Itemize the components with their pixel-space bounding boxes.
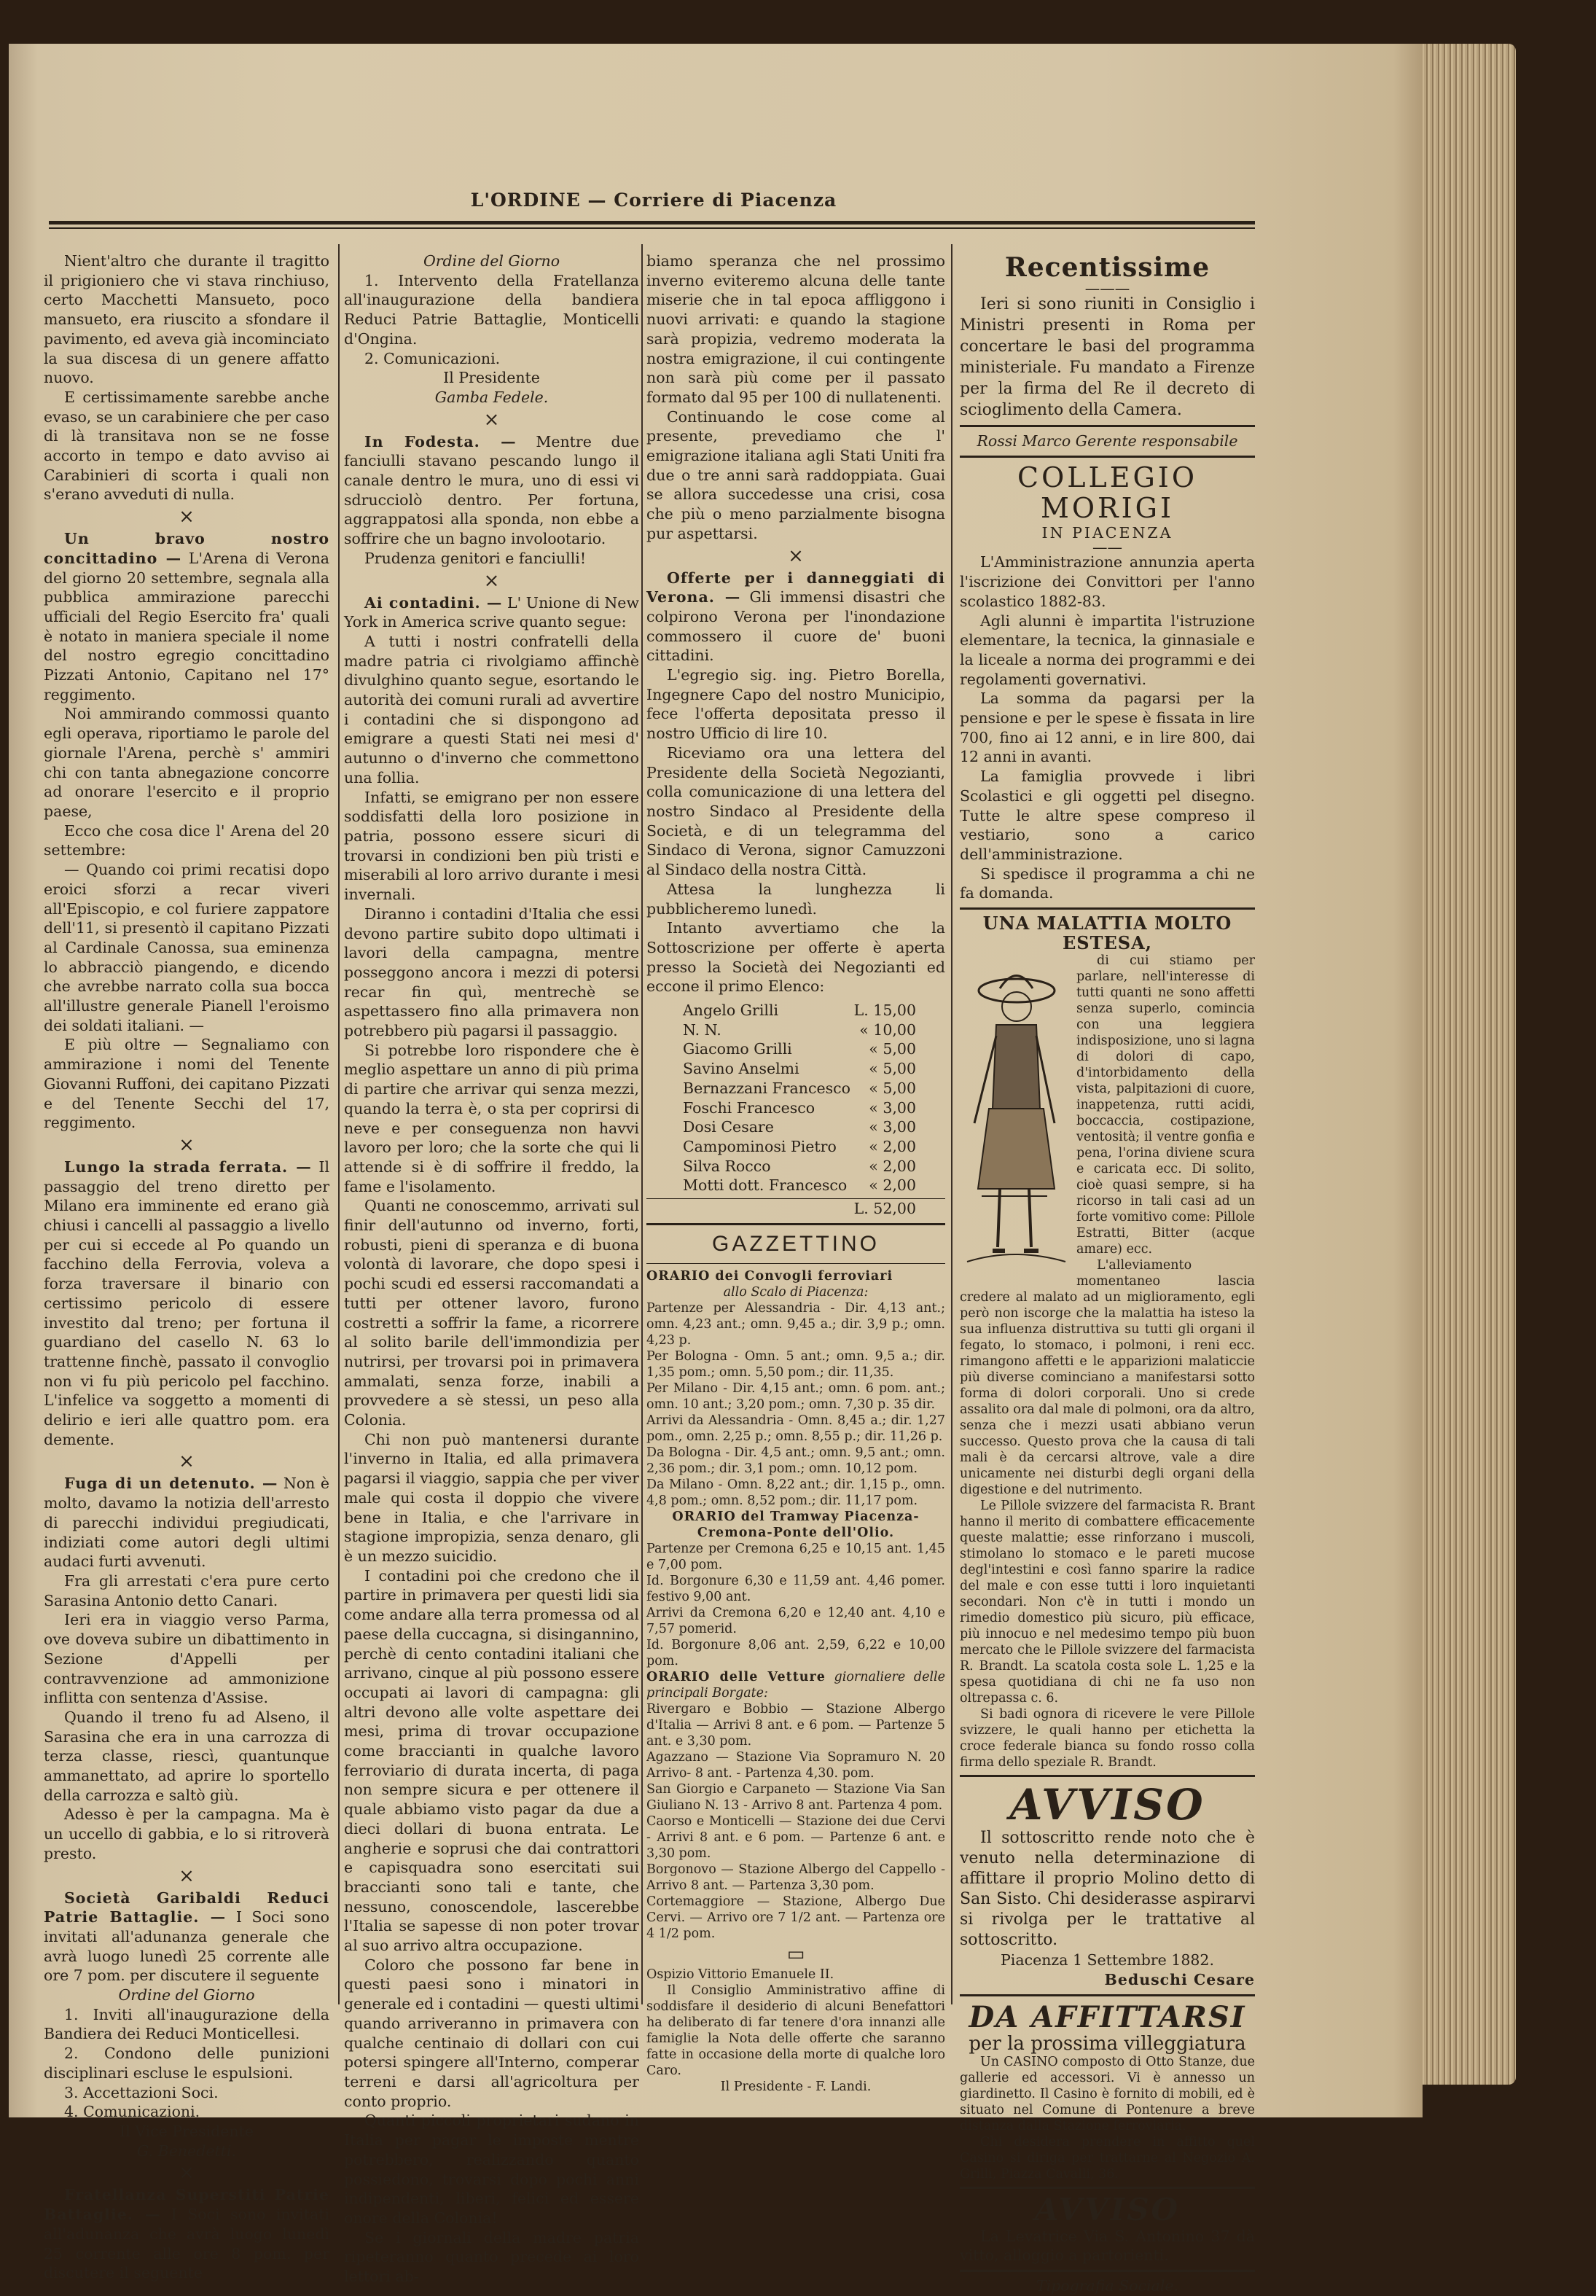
header-rule-thin — [49, 227, 1255, 229]
column-rule — [338, 244, 340, 2004]
paragraph: L'Amministrazione annunzia aperta l'iscrizione dei Convittori per l'anno scolastico 1882-83. — [960, 553, 1255, 610]
paragraph: Agli alunni è impartita l'istruzione elementare, la tecnica, la ginnasiale e la liceale a norma dei programmi e dei regolamenti governativi. — [960, 612, 1255, 688]
article-title: Un bravo nostro concittadino — — [44, 530, 329, 567]
affittarsi-subtitle: per la prossima villeggiatura — [969, 2032, 1246, 2055]
separator-cross: × — [179, 1864, 195, 1887]
section-rule — [960, 425, 1255, 427]
article-title: Fratellanza Superstiti Patrie Battaglie. — — [44, 2186, 329, 2224]
date-line: Piacenza 1 Settembre 1882. — [1001, 1951, 1214, 1969]
separator-cross: × — [483, 408, 500, 431]
column-3 — [646, 251, 945, 2095]
affittarsi-title: DA AFFITTARSI — [969, 1999, 1246, 2034]
paragraph: Si spedisce il programma a chi ne fa domanda. — [960, 864, 1255, 902]
paragraph: Noi ammirando commossi quanto egli operava, riportiamo le parole del giornale l'Arena, perchè s' ammiri chi con tanta abnegazione concorre ad onorare l'esercito e il proprio paese, — [44, 705, 329, 820]
donor-list — [646, 1001, 945, 1219]
paragraph: L'Arena di Verona del giorno 20 settembre, segnala alla pubblica ammirazione parecchi ufficiali del Regio Esercito fra' quali è notato in maniera speciale il nome del nostro egregio concittadino Pizzati Antonio, Capitano nel 17° reggimento. — [44, 549, 329, 703]
article-title: Lungo la strada ferrata. — — [64, 1157, 312, 1176]
article-title: Fuga di un detenuto. — — [64, 1475, 278, 1493]
donor-row: Campominosi Pietro « 2,00 — [683, 1137, 916, 1155]
section-rule — [960, 2187, 1255, 2189]
paragraph: Gli immensi disastri che colpirono Verona per l'inondazione commossero il cuore de' buoni cittadini. — [646, 588, 945, 665]
article-title: Offerte per i danneggiati di Verona. — — [646, 569, 945, 606]
paragraph: Il passaggio del treno diretto per Milano era imminente ed erano già chiusi i cancelli al passaggio a livello per cui si eccede al Po quando un facchino della Ferrovia, voleva a forza traversare il binario con certissimo pericolo di essere investito dal treno; per fortuna il guardiano del casello N. 63 lo trattenne finchè, passato il convoglio non vi fu più pericolo pel facchino. L'infelice va soggetto a momenti di delirio e ieri alle quattro pom. era demente. — [44, 1157, 329, 1448]
paragraph: Il sottoscritto rende noto che è venuto nella determinazione di affittare il proprio Molino detto di San Sisto. Chi desiderasse aspirarvi si rivolga per le trattative al sottoscritto. — [960, 1829, 1255, 1950]
separator-cross: × — [483, 569, 500, 592]
paragraph: E più oltre — Segnaliamo con ammirazione i nomi del Tenente Giovanni Ruffoni, dei capitano Pizzati e del Tenente Secchi del 17, reggimento. — [44, 1036, 329, 1132]
paragraph: I contadini poi che credono che il partire in primavera per questi lidi sia come andare alla terra promessa od al paese della cuccagna, si disingannino, perchè di cento contadini italiani che arrivano, cinque al più possono essere occupati ai lavori di campagna: gli altri devono alle volte aspettare dei mesi, prima di trovar occupazione come braccianti in qualche lavoro ferroviario di durata incerta, di paga non sempre sicura e per ottenere il quale abbiamo visto pagar da due a dieci dollari di buona entrata. Le angherie e soprusi che dai contrattori e capisquadra sono esercitati sui braccianti sono tali e tante, che nessuno, conoscendole, lascerebbe l'Italia se sapesse di non poter trovar al suo arrivo altra occupazione. — [344, 1566, 639, 1955]
donor-total: L. 52,00 — [646, 1198, 945, 1219]
paragraph: A tutti i nostri confratelli della madre patria ci rivolgiamo affinchè divulghino quanto segue, esortando le autorità dei comuni rurali ad avvertire i contadini che si dispongono ad emigrare a questi Stati nei mesi d' autunno o d'inverno che commettono una follia. — [344, 632, 639, 786]
column-1 — [44, 251, 329, 2283]
column-rule — [641, 244, 643, 2004]
paragraph: Mentre due fanciulli stavano pescando lungo il canale dentro le mura, uno di essi vi sdrucciolò dentro. Per fortuna, aggrappatosi alla sponda, non ebbe a soffrire che un bagno involootario. — [344, 432, 639, 548]
paragraph: L'egregio sig. ing. Pietro Borella, Ingegnere Capo del nostro Municipio, fece l'offerta depositata presso il nostro Ufficio di lire 10. — [646, 666, 945, 743]
paragraph: Riceviamo ora una lettera del Presidente della Società Negozianti, colla comunicazione di una lettera del nostro Sindaco al Presidente della Società, e di un telegramma del Sindaco di Verona, signor Camuzzoni al Sindaco della nostra Città. — [646, 743, 945, 879]
section-rule — [960, 2270, 1255, 2272]
paragraph: Prudenza genitori e fanciulli! — [364, 549, 587, 567]
page-header: L'ORDINE — Corriere di Piacenza — [470, 190, 837, 211]
section-rule — [960, 456, 1255, 458]
article-title: Società Garibaldi Reduci Patrie Battaglie. — — [44, 1889, 329, 1926]
affittarsi-ad: Un CASINO composto di Otto Stanze, due gallerie ed accessori. Vi è annesso un giardinetto. Il Casino è fornito di mobili, ed è situato nel Comune di Pontenure a breve distanza dalla Stazione ferroviaria. Chi desidera prendere in affitto quel Casino si diriga per trattarne al Negozio A. Grilli, Piazza Cavalli, 36. — [960, 2054, 1255, 2182]
gazzettino-title: GAZZETTINO — [712, 1231, 880, 1256]
paragraph: Quanti piccoli proprietari sudano in Italia per pagar le imposte mentre potrebbero, realizzando quanto possiedono, trovarsi dopo pochi anni indipendenti, liberi, felici ed essere onore della Colonia! — [344, 2112, 639, 2227]
donor-row: Bernazzani Francesco « 5,00 — [683, 1079, 916, 1097]
section-rule — [646, 1223, 945, 1225]
newspaper-page — [9, 44, 1423, 2295]
donor-row: Savino Anselmi « 5,00 — [683, 1060, 916, 1078]
paragraph: Ecco che cosa dice l' Arena del 20 settembre: — [44, 821, 329, 859]
avviso-title: AVVISO — [1009, 1780, 1205, 1830]
donor-row: N. N. « 10,00 — [683, 1020, 916, 1039]
paragraph: Intanto avvertiamo che la Sottoscrizione per offerte è aperta presso la Società dei Negozianti ed eccone il primo Elenco: — [646, 919, 945, 996]
title-dash: ——— — [1084, 280, 1130, 297]
paragraph: I Soci sono invitati all'adunanza generale che avrà luogo lunedì 25 corrente alle ore 7 pom. per discutere il seguente — [44, 1908, 329, 1985]
collegio-subtitle: IN PIACENZA — [1041, 523, 1173, 542]
signature-role: Il Vice Presidente — [120, 2122, 254, 2140]
agenda-item: 2. Comunicazioni. — [364, 349, 501, 367]
signature-name: Beduschi Cesare — [1104, 1971, 1255, 1989]
separator-cross: × — [179, 2162, 195, 2184]
paragraph: La famiglia provvede i libri Scolastici e gli oggetti pel disegno. Tutte le altre spese compreso il vestiario, sono a carico dell'amministrazione. — [960, 768, 1255, 863]
ad-title: UNA MALATTIA MOLTO ESTESA, — [982, 913, 1232, 953]
collegio-title: COLLEGIO MORIGI — [1017, 461, 1197, 524]
separator-cross: × — [179, 1133, 195, 1156]
agenda-item: 4. Comunicazioni. — [64, 2103, 200, 2121]
train-timetable: ORARIO dei Convogli ferroviari allo Scalo di Piacenza: Partenze per Alessandria - Dir. 4,13 ant.; omn. 4,23 ant.; omn. 9,45 a.; dir. 3,9 p.; omn. 4,23 p. Per Bologna - Omn. 5 ant.; omn. 9,5 a.; dir. 1,35 pom.; omn. 5,50 pom.; dir. 11,35. Per Milano - Dir. 4,15 ant.; omn. 6 pom. ant.; omn. 10 ant.; 3,20 pom.; omn. 7,30 p. 35 dir. Arrivi da Alessandria - Omn. 8,45 a.; dir. 1,27 pom., omn. 2,25 p.; omn. 8,55 p.; dir. 11,26 p. Da Bologna - Dir. 4,5 ant.; omn. 9,5 ant.; omn. 2,36 pom.; dir. 3,1 pom.; omn. 10,12 pom. Da Milano - Omn. 8,22 ant.; dir. 1,15 p., omn. 4,8 pom.; omn. 8,52 pom.; dir. 11,17 pom. ORARIO del Tramway Piacenza-Cremona-Ponte dell'Olio. Partenze per Cremona 6,25 e 10,15 ant. 1,45 e 7,00 pom. Id. Borgonure 6,30 e 11,59 ant. 4,46 pomer. festivo 9,00 ant. Arrivi da Cremona 6,20 e 12,40 ant. 4,10 e 7,57 pomerid. Id. Borgonure 8,06 ant. 2,59, 6,22 e 10,00 pom. ORARIO delle Vetture giornaliere delle principali Borgate: Rivergaro e Bobbio — Stazione Albergo d'Italia — Arrivi 8 ant. e 6 pom. — Partenze 5 ant. e 3,30 pom. Agazzano — Stazione Via Sopramuro N. 20 Arrivo- 8 ant. - Partenza 4,30. pom. San Giorgio e Carpaneto — Stazione Via San Giuliano N. 13 - Arrivo 8 ant. Partenza 4 pom. Caorso e Monticelli — Stazione dei due Cervi - Arrivi 8 ant. e 6 pom. — Partenze 6 ant. e 3,30 pom. Borgonovo — Stazione Albergo del Cappello - Arrivo 8 ant. — Partenza 3,30 pom. Cortemaggiore — Stazione, Albergo Due Cervi. — Arrivo ore 7 1/2 ant. — Partenza ore 4 1/2 pom. — [646, 1268, 945, 1941]
signature-role: Il Presidente — [443, 369, 540, 387]
donor-row: Silva Rocco « 2,00 — [683, 1157, 916, 1175]
section-rule — [960, 1775, 1255, 1777]
ospizio-notice: Ospizio Vittorio Emanuele II. Il Consiglio Amministrativo affine di soddisfare il desiderio di alcuni Benefattori ha deliberato di far tenere d'ora innanzi alle famiglie la Nota delle offerte che saranno fatte in occasione della morte di qualche loro Caro. Il Presidente - F. Landi. — [646, 1967, 945, 2094]
paragraph: La Levatrice Via S. Antonino 37 dà vitto, alloggio a partorienti. — [960, 2227, 1255, 2265]
section-rule — [960, 1994, 1255, 1996]
column-rule — [951, 244, 952, 2004]
paragraph: Infatti, se emigrano per non essere soddisfatti della loro posizione in patria, possono essere sicuri di trovarsi in condizioni ben più tristi e miserabili al loro arrivo durante i mesi invernali. — [344, 788, 639, 904]
paragraph: Non è molto, davamo la notizia dell'arresto di parecchi individui pregiudicati, indiziati come autori degli ultimi audaci furti avvenuti. — [44, 1475, 329, 1571]
paragraph: Fra gli arrestati c'era pure certo Sarasina Antonio detto Canari. — [44, 1572, 329, 1609]
section-rule — [960, 907, 1255, 910]
article-title: In Fodesta. — — [364, 432, 517, 450]
column-4 — [960, 251, 1255, 2296]
paragraph: — Quando coi primi recatisi dopo eroici sforzi a recar viveri all'Episcopio, e col furiere zappatore dell'11, si presentò il capitano Pizzati al Cardinale Canossa, sua eminenza lo abbracciò piangendo, e dicendo che avrebbe narrato colla sua bocca all'illustre generale Pianell l'eroismo dei soldati italiani. — — [44, 861, 329, 1034]
column-2 — [344, 251, 639, 2287]
agenda-item: 1. Intervento della Fratellanza all'inaugurazione della bandiera Reduci Patrie Battaglie, Monticelli d'Ongina. — [344, 271, 639, 348]
paragraph: Diranno i contadini d'Italia che essi devono partire subito dopo ultimati i lavori della campagna, mentre posseggono ancora i mezzi di potersi recar fin quì, mentrechè se aspettassero fino alla primavera non potrebbero più pagarsi il passaggio. — [344, 905, 639, 1040]
paragraph: Ieri si sono riuniti in Consiglio i Ministri presenti in Roma per concertare le basi del programma ministeriale. Fu mandato a Firenze per la firma del Re il decreto di scioglimento della Camera. — [960, 295, 1255, 419]
paragraph: Continuando le cose come al presente, prevediamo che l' emigrazione italiana agli Stati Uniti fra due o tre anni sarà raddoppiata. Guai se allora succedesse una crisi, cosa che più o meno parzialmente bisogna pur aspettarsi. — [646, 407, 945, 542]
signature-name: Gamba Fedele. — [434, 388, 549, 406]
paragraph: Si potrebbe loro rispondere che è meglio aspettare un anno di più prima di partire che arrivar qui senza mezzi, quando la terra è, o sta per coprirsi di neve e per conseguenza non havvi lavoro per loro; che la sorte che qui li attende si è di soffrire il freddo, la fame e l'isolamento. — [344, 1041, 639, 1195]
pills-ad: di cui stiamo per parlare, nell'interesse di tutti quanti ne sono affetti senza superlo, comincia con una leggiera indisposizione, uno si lagna di dolori di capo, d'intorbidamento della vista, palpitazioni di cuore, inappetenza, rutti acidi, boccaccia, costipazione, ventosità; il ventre gonfia e pena, l'orina diviene scura e caricata ecc. Di solito, cioè quasi sempre, si ha ricorso in tali casi ad un forte vomitivo come: Pillole Estratti, Bitter (acque amare) ecc. L'alleviamento momentaneo lascia credere al malato ad un miglioramento, egli però non iscorge che la malattia ha isteso la sua influenza distruttiva su tutti gli organi il fegato, lo stomaco, i polmoni, i reni ecc. rimangono affetti e le apparizioni malaticcie più diverse cominciano a manifestarsi sotto forma di dolori corporali. Uno si crede assalito ora dal male di polmoni, ora da altro, senza che i mezzi usati abbiano verun successo. Questo prova che la causa di tali mali è da cercarsi altrove, vale a dire unicamente nei disturbi degli organi della digestione e del nutrimento. Le Pillole svizzere del farmacista R. Brant hanno il merito di combattere efficacemente queste malattie; esse rinforzano i muscoli, stimolano lo stomaco e le pareti mucose degl'intestini e così fanno sparire la radice del male e con esse tutti i loro inquietanti secondari. Non c'è in tutti i mondo un rimedio domestico più sicuro, più efficace, più innocuo e nel medesimo tempo più buon mercato che le Pillole svizzere del farmacista R. Brandt. La scatola costa sole L. 1,25 e la spesa quotidiana di chi ne fa uso non oltrepassa c. 6. Si badi ognora di ricevere le vere Pillole svizzere, le quali hanno per etichetta la croce federale bianca su fondo rosso colla firma dello speziale R. Brandt. — [960, 953, 1255, 1770]
donor-row: Motti dott. Francesco « 2,00 — [683, 1176, 916, 1195]
article-title: Ai contadini. — — [364, 593, 503, 612]
donor-row: Foschi Francesco « 3,00 — [683, 1098, 916, 1117]
paragraph: Nient'altro che durante il tragitto il prigioniero che vi stava rinchiuso, certo Macchetti Mansueto, poco mansueto, era riuscito a sfondare il pavimento, ed aveva già incominciato la sua discesa di un genere affatto nuovo. — [44, 252, 329, 387]
paragraph: Adesso è per la campagna. Ma è un uccello di gabbia, e lo si ritroverà presto. — [44, 1805, 329, 1862]
separator-cross: × — [788, 544, 804, 567]
paragraph: Coloro che possono far bene in questi paesi sono i minatori in generale ed i contadini — questi ultimi quando arriveranno in primavera con qualche centinaio di dollari con cui potersi spingere all'Interno, comperar terreni e darsi all'agricoltura per conto proprio. — [344, 1956, 639, 2110]
paragraph: L' Unione di New York in America scrive quanto segue: — [344, 593, 639, 631]
separator-cross: × — [179, 506, 195, 528]
agenda-item: 1. Inviti all'inaugurazione della Bandiera dei Reduci Monticellesi. — [44, 2005, 329, 2043]
separator-ornament: ▭ — [786, 1942, 805, 1965]
agenda-title: Ordine del Giorno — [118, 1986, 255, 2004]
paragraph: Se i giornali della madre patria ripeteranno quanto precede ai loro lettori ab- — [344, 2228, 639, 2286]
girl-illustration — [960, 956, 1069, 1276]
avviso-title: AVVISO — [1034, 2191, 1181, 2227]
agenda-title: Ordine del Giorno — [423, 252, 560, 270]
paragraph: Chi non può mantenersi durante l'inverno in Italia, ed alla primavera pagarsi il viaggio, sappia che per viver male qui costa il doppio che vivere bene in Italia, e che l'arrivare in stagione impropizia, senza denaro, gli è un mezzo suicidio. — [344, 1430, 639, 1565]
signature-name: G. Benedetti. — [136, 2141, 236, 2160]
paragraph: I Soci sono invitati all'adunanza che avrà luogo lunedì 25 corrente alle ore 8 pom. per discutere il seguente — [44, 2206, 329, 2282]
donor-row: Angelo Grilli L. 15,00 — [683, 1001, 916, 1020]
donor-row: Dosi Cesare « 3,00 — [683, 1118, 916, 1136]
paragraph: biamo speranza che nel prossimo inverno eviteremo alcuna delle tante miserie che in tal epoca affliggono i nuovi arrivati: e quando la stagione sarà propizia, vedremo moderata la nostra emigrazione, il cui contingente non sarà più come per il passato formato dal 95 per 100 di nullatenenti. — [646, 252, 945, 406]
paragraph: Attesa la lunghezza li pubblicheremo lunedì. — [646, 880, 945, 918]
gerente: Rossi Marco Gerente responsabile — [977, 432, 1238, 450]
agenda-item: 2. Condono delle punizioni disciplinari escluse le espulsioni. — [44, 2045, 329, 2082]
book-page-edges — [1407, 44, 1516, 2085]
donor-row: Giacomo Grilli « 5,00 — [683, 1040, 916, 1058]
paragraph: La somma da pagarsi per la pensione e per le spese è fissata in lire 700, fino ai 12 anni, e in lire 800, dai 12 anni in avanti. — [960, 690, 1255, 766]
paragraph: E certissimamente sarebbe anche evaso, se un carabiniere che per caso di là transitava non se ne fosse accorto in tempo e dato avviso ai Carabinieri di scorta i quali non s'erano avveduti di nulla. — [44, 388, 329, 504]
paragraph: Quanti ne conoscemmo, arrivati sul finir dell'autunno od inverno, forti, robusti, pieni di speranza e di buona volontà di lavorare, che dopo spesi i pochi scudi ed essersi raccomandati a tutti per ottener lavoro, furono costretti a soffrir la fame, a ricorrere al solito barile dell'immondizia per nutrirsi, per trovarsi poi in primavera ammalati, senza forze, inabili a provvedere a sè stessi, un peso alla Colonia. — [344, 1197, 639, 1429]
printer: Tipografia Sociale. — [1036, 2276, 1179, 2295]
separator-cross: × — [179, 1450, 195, 1473]
title-dash: —— — [1092, 539, 1122, 557]
header-rule — [49, 221, 1255, 224]
paragraph: Ieri era in viaggio verso Parma, ove doveva subire un dibattimento in Sezione d'Appelli per contravvenzione ad ammonizione inflitta con sentenza d'Assise. — [44, 1611, 329, 1707]
recentissime-title: Recentissime — [1004, 252, 1210, 283]
paragraph: Quando il treno fu ad Alseno, il Sarasina che era in una carrozza di terza classe, riescì, quantunque ammanettato, ad aprire lo sportello della carrozza e saltò giù. — [44, 1708, 329, 1804]
agenda-item: 3. Accettazioni Soci. — [64, 2083, 219, 2101]
section-rule — [646, 1263, 945, 1264]
